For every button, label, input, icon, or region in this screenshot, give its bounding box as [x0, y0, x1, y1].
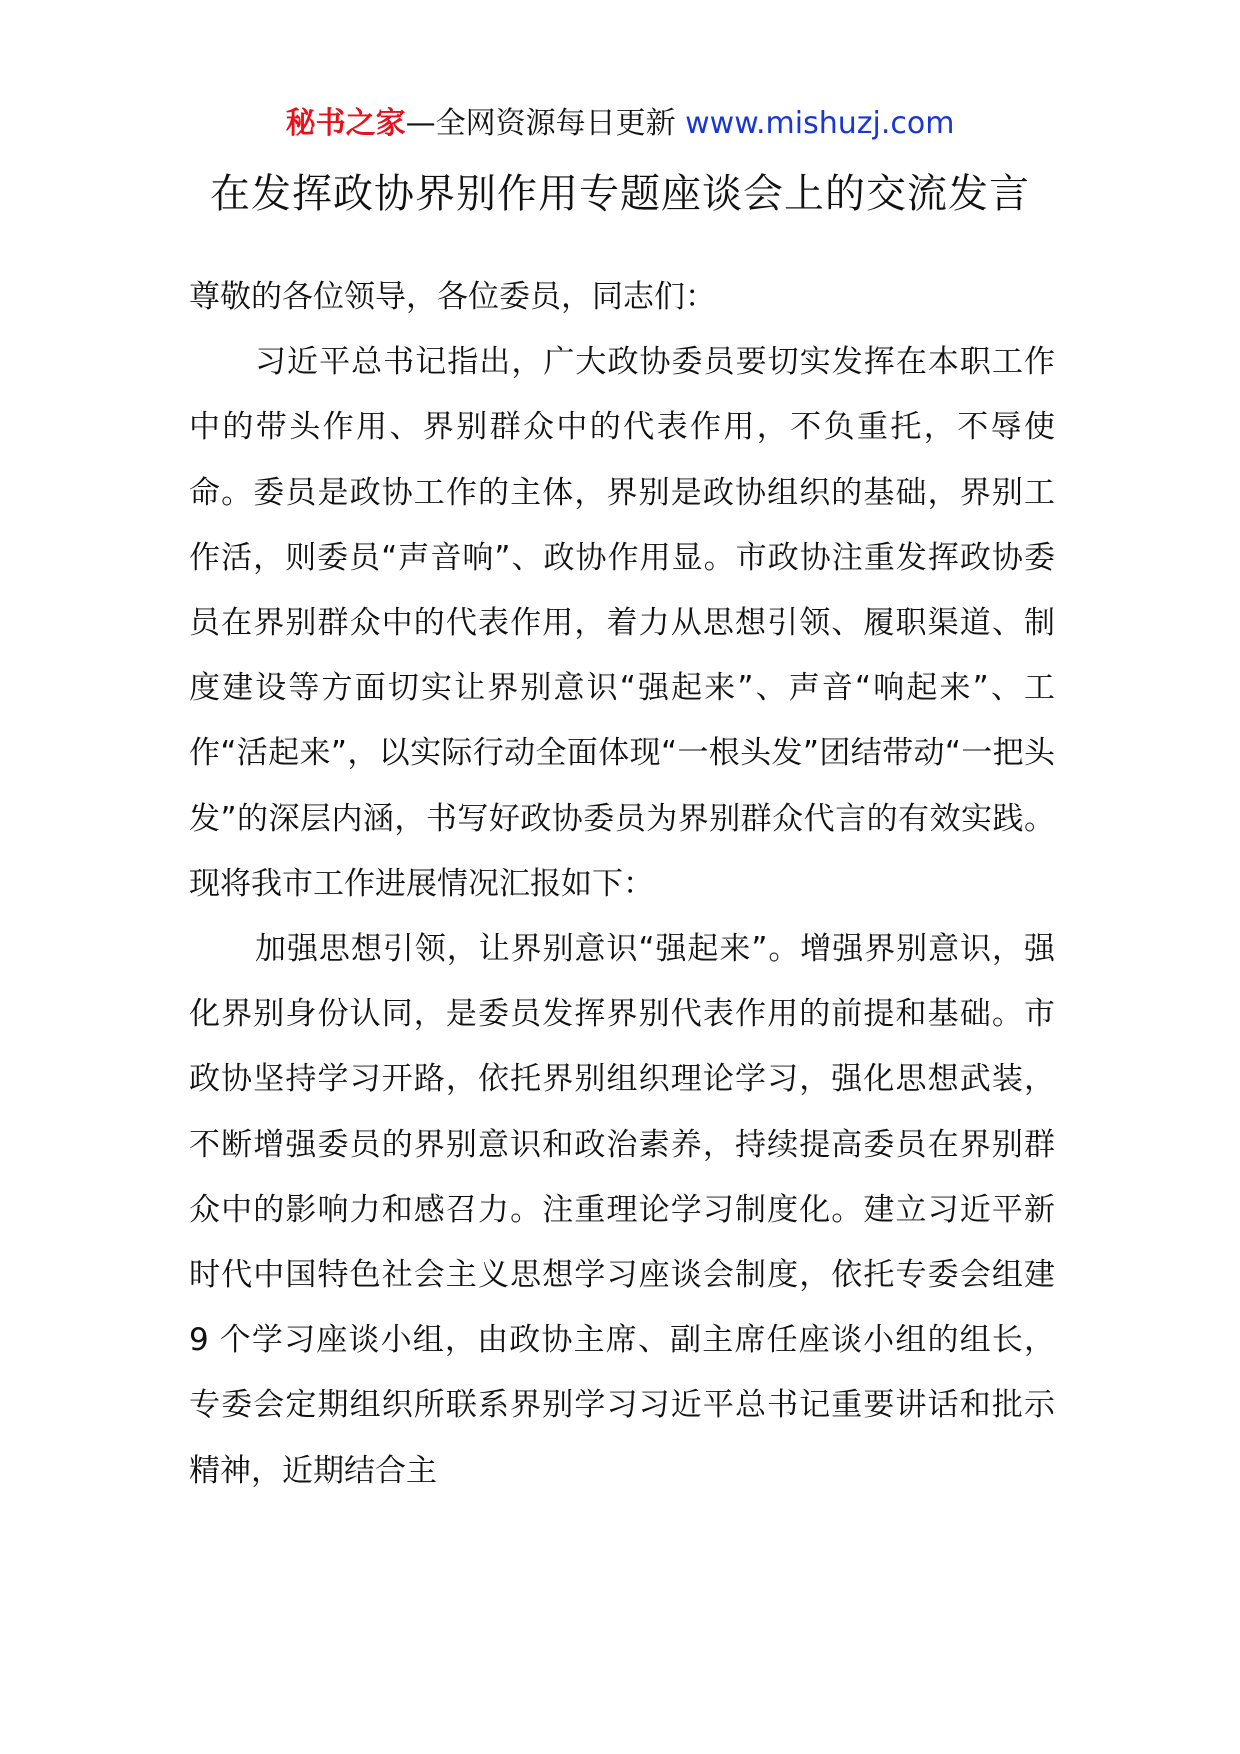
- salutation: 尊敬的各位领导，各位委员，同志们：: [189, 279, 716, 315]
- document-title: 在发挥政协界别作用专题座谈会上的交流发言: [210, 171, 1030, 217]
- paragraph-intro: 习近平总书记指出，广大政协委员要切实发挥在本职工作中的带头作用、界别群众中的代表作用，不负重托，不辱使命。委员是政协工作的主体，界别是政协组织的基础，界别工作活，则委员“声音响”、政协作用显。市政协注重发挥政协委员在界别群众中的代表作用，着力从思想引领、履职渠道、制度建设等方面切实让界别意识“强起来”、声音“响起来”、工作“活起来”，以实际行动全面体现“一根头发”团结带动“一把头发”的深层内涵，书写好政协委员为界别群众代言的有效实践。现将我市工作进展情况汇报如下：: [189, 344, 1055, 902]
- header-brand: 秘书之家: [285, 106, 406, 141]
- header-slogan: —全网资源每日更新: [405, 106, 676, 141]
- site-header: [0, 100, 1240, 148]
- header-url[interactable]: www.mishuzj.com: [685, 106, 955, 141]
- paragraph-thought-guidance: 加强思想引领，让界别意识“强起来”。增强界别意识，强化界别身份认同，是委员发挥界别代表作用的前提和基础。市政协坚持学习开路，依托界别组织理论学习，强化思想武装，不断增强委员的界别意识和政治素养，持续提高委员在界别群众中的影响力和感召力。注重理论学习制度化。建立习近平新时代中国特色社会主义思想学习座谈会制度，依托专委会组建 9 个学习座谈小组，由政协主席、副主席任座谈小组的组长，专委会定期组织所联系界别学习习近平总书记重要讲话和批示精神，近期结合主: [189, 931, 1055, 1489]
- document-body: [189, 265, 1055, 1504]
